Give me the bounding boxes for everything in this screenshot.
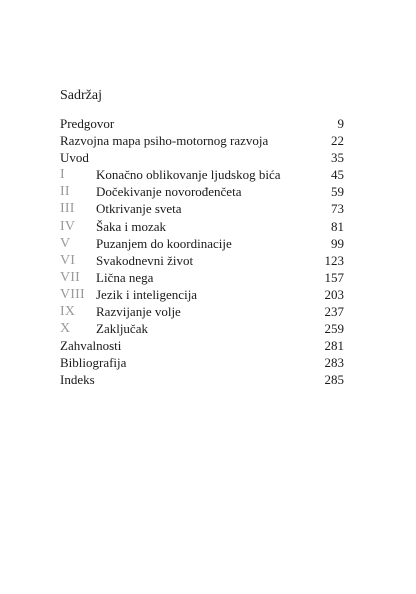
toc-chapter-9	[60, 303, 344, 320]
chapter-numeral: X	[60, 321, 71, 337]
toc-entry-title: Puzanjem do koordinacije	[96, 235, 232, 251]
chapter-numeral: I	[60, 167, 65, 183]
toc-chapter-4	[60, 218, 344, 235]
toc-entry-page: 203	[324, 286, 344, 302]
toc-entry-page: 22	[331, 133, 344, 149]
chapter-numeral: VIII	[60, 286, 85, 302]
toc-entry-page: 9	[337, 116, 344, 131]
toc-entry-page: 59	[331, 184, 344, 200]
toc-entry-razvojna-mapa	[60, 132, 344, 149]
toc-entry-title: Šaka i mozak	[96, 218, 167, 234]
toc-entry-page: 35	[331, 150, 344, 166]
chapter-numeral: VII	[60, 269, 81, 285]
toc-entry-title: Razvojna mapa psiho-motornog razvoja	[60, 133, 269, 149]
chapter-numeral: VI	[60, 252, 76, 268]
toc-entry-title: Uvod	[60, 150, 89, 166]
toc-entry-title: Konačno oblikovanje ljudskog bića	[96, 167, 281, 183]
toc-entry-bibliografija	[60, 354, 344, 371]
toc-entry-title: Lična nega	[96, 269, 154, 285]
toc-entry-page: 99	[331, 235, 344, 251]
toc-heading: Sadržaj	[60, 88, 102, 103]
toc-chapter-1	[60, 166, 344, 183]
toc-entry-title: Dočekivanje novorođenčeta	[96, 184, 242, 200]
chapter-numeral: V	[60, 235, 71, 251]
toc-entry-page: 285	[324, 372, 344, 388]
toc-entry-page: 73	[331, 201, 344, 217]
chapter-numeral: II	[60, 184, 70, 200]
toc-entry-title: Zahvalnosti	[60, 338, 122, 354]
toc-entry-title: Jezik i inteligencija	[96, 286, 198, 302]
chapter-numeral: III	[60, 201, 75, 217]
toc-chapter-10	[60, 320, 344, 337]
toc-entry-page: 123	[324, 252, 344, 268]
toc-entry-page: 157	[324, 269, 344, 285]
toc-entry-predgovor	[60, 115, 344, 132]
toc-chapter-2	[60, 183, 344, 200]
toc-entry-page: 259	[324, 321, 344, 337]
toc-chapter-5	[60, 235, 344, 252]
toc-entry-title: Predgovor	[60, 116, 115, 131]
toc-chapter-3	[60, 200, 344, 217]
toc-entry-title: Otkrivanje sveta	[96, 201, 182, 217]
toc-entry-page: 281	[324, 338, 344, 354]
chapter-numeral: IV	[60, 218, 76, 234]
toc-entry-indeks	[60, 371, 344, 388]
toc-chapter-6	[60, 252, 344, 269]
toc-chapter-8	[60, 286, 344, 303]
toc-chapter-7	[60, 269, 344, 286]
toc-entry-uvod	[60, 149, 344, 166]
toc-entry-page: 45	[331, 167, 344, 183]
toc-entry-title: Bibliografija	[60, 355, 127, 371]
toc-entry-page: 81	[331, 218, 344, 234]
toc-entry-title: Indeks	[60, 372, 95, 388]
toc-entry-zahvalnosti	[60, 337, 344, 354]
toc-entry-page: 283	[324, 355, 344, 371]
chapter-numeral: IX	[60, 304, 76, 320]
toc-entry-page: 237	[324, 304, 344, 320]
toc-entry-title: Razvijanje volje	[96, 304, 181, 320]
table-of-contents	[60, 115, 344, 389]
toc-entry-title: Svakodnevni život	[96, 252, 194, 268]
toc-entry-title: Zaključak	[96, 321, 148, 337]
